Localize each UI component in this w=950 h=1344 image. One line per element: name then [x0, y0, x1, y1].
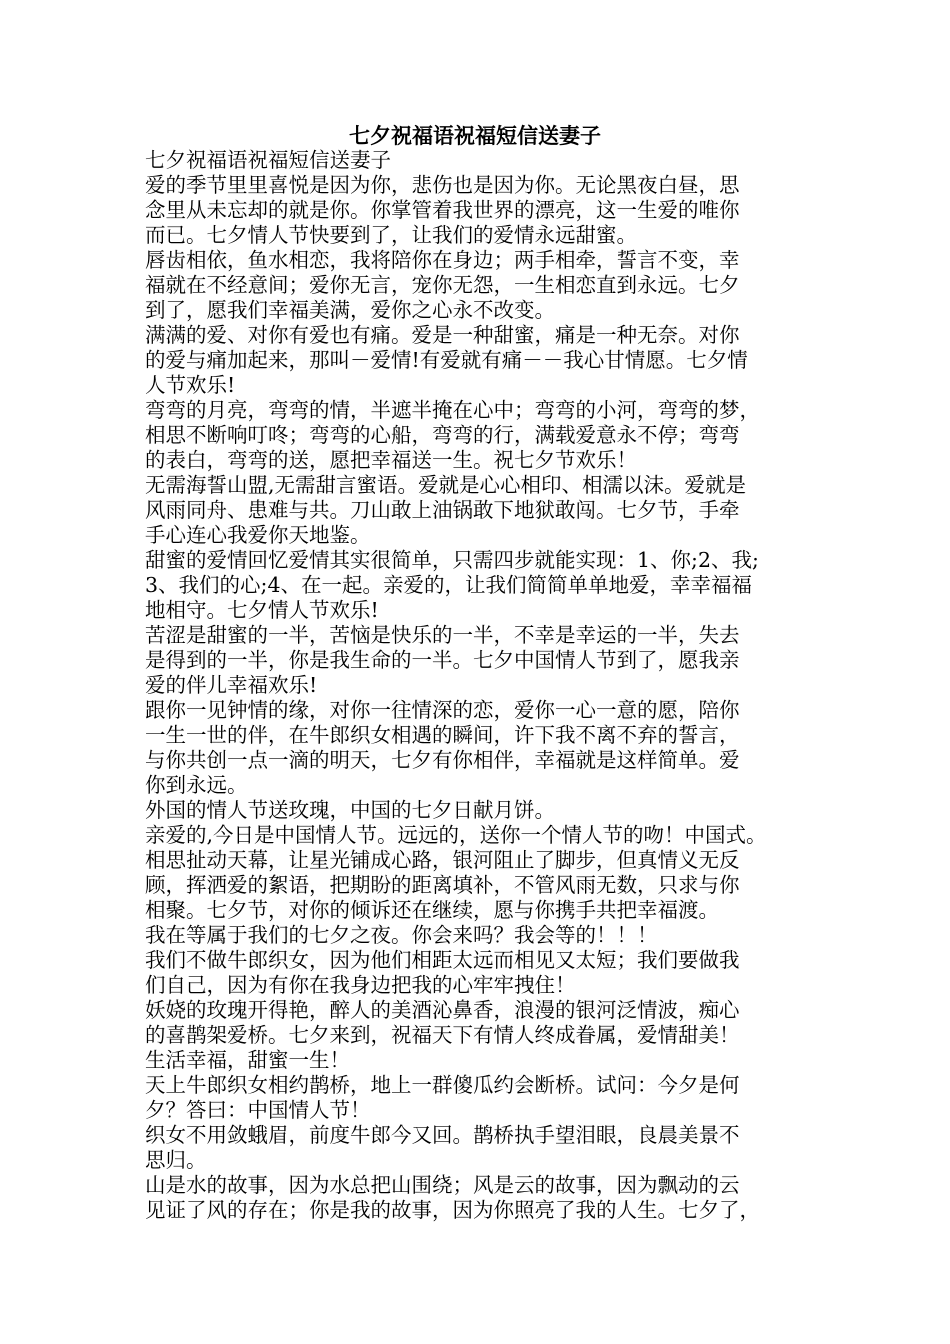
paragraph: 满满的爱、对你有爱也有痛。爱是一种甜蜜，痛是一种无奈。对你 的爱与痛加起来，那叫－爱情!有爱就有痛－－我心甘情愿。七夕情 人节欢乐! [145, 323, 748, 397]
paragraph: 山是水的故事，因为水总把山围绕；风是云的故事，因为飘动的云 见证了风的存在；你是我的故事，因为你照亮了我的人生。七夕了， [145, 1173, 760, 1222]
document-body [145, 148, 820, 1223]
paragraph: 我在等属于我们的七夕之夜。你会来吗？我会等的！！！ [145, 923, 658, 947]
paragraph: 苦涩是甜蜜的一半，苦恼是快乐的一半，不幸是幸运的一半，失去 是得到的一半，你是我生命的一半。七夕中国情人节到了，愿我亲 爱的伴儿幸福欢乐! [145, 623, 740, 697]
paragraph: 亲爱的,今日是中国情人节。远远的，送你一个情人节的吻！中国式。 相思扯动天幕，让星光铺成心路，银河阻止了脚步，但真情义无反 顾，挥洒爱的絮语，把期盼的距离填补，不管风雨无数，只求与你 相聚。七夕节，对你的倾诉还在继续，愿与你携手共把幸福渡。 [145, 823, 767, 922]
paragraph: 无需海誓山盟,无需甜言蜜语。爱就是心心相印、相濡以沫。爱就是 风雨同舟、患难与共。刀山敢上油锅敢下地狱敢闯。七夕节，手牵 手心连心我爱你天地鉴。 [145, 473, 747, 547]
paragraph: 天上牛郎织女相约鹊桥，地上一群傻瓜约会断桥。试问：今夕是何 夕？答曰：中国情人节！ [145, 1073, 740, 1122]
paragraph: 弯弯的月亮，弯弯的情，半遮半掩在心中；弯弯的小河，弯弯的梦， 相思不断响叮咚；弯弯的心船，弯弯的行，满载爱意永不停；弯弯 的表白，弯弯的送，愿把幸福送一生。祝七夕节欢乐！ [145, 398, 760, 472]
paragraph: 外国的情人节送玫瑰，中国的七夕日献月饼。 [145, 798, 555, 822]
paragraph: 我们不做牛郎织女，因为他们相距太远而相见又太短；我们要做我 们自己，因为有你在我身边把我的心牢牢拽住！ [145, 948, 740, 997]
document-title: 七夕祝福语祝福短信送妻子 [349, 123, 601, 148]
paragraph: 唇齿相依，鱼水相恋，我将陪你在身边；两手相牵，誓言不变，幸 福就在不经意间；爱你无言，宠你无怨，一生相恋直到永远。七夕 到了，愿我们幸福美满，爱你之心永不改变。 [145, 248, 740, 322]
paragraph: 爱的季节里里喜悦是因为你，悲伤也是因为你。无论黑夜白昼，思 念里从未忘却的就是你。你掌管着我世界的漂亮，这一生爱的唯你 而已。七夕情人节快要到了，让我们的爱情永远甜蜜。 [145, 173, 740, 247]
paragraph: 甜蜜的爱情回忆爱情其实很简单，只需四步就能实现：1、你;2、我; 3、我们的心;4、在一起。亲爱的，让我们简简单单地爱，幸幸福福 地相守。七夕情人节欢乐! [145, 548, 759, 622]
paragraph: 跟你一见钟情的缘，对你一往情深的恋，爱你一心一意的愿，陪你 一生一世的伴，在牛郎织女相遇的瞬间，许下我不离不弃的誓言， 与你共创一点一滴的明天，七夕有你相伴，幸福就是这样简单。爱 你到永远。 [145, 698, 740, 797]
paragraph: 织女不用敛蛾眉，前度牛郎今又回。鹊桥执手望泪眼，良晨美景不 思归。 [145, 1123, 740, 1172]
paragraph: 七夕祝福语祝福短信送妻子 [145, 148, 391, 172]
paragraph: 妖娆的玫瑰开得艳，醉人的美酒沁鼻香，浪漫的银河泛情波，痴心 的喜鹊架爱桥。七夕来到，祝福天下有情人终成眷属，爱情甜美！ 生活幸福，甜蜜一生！ [145, 998, 740, 1072]
